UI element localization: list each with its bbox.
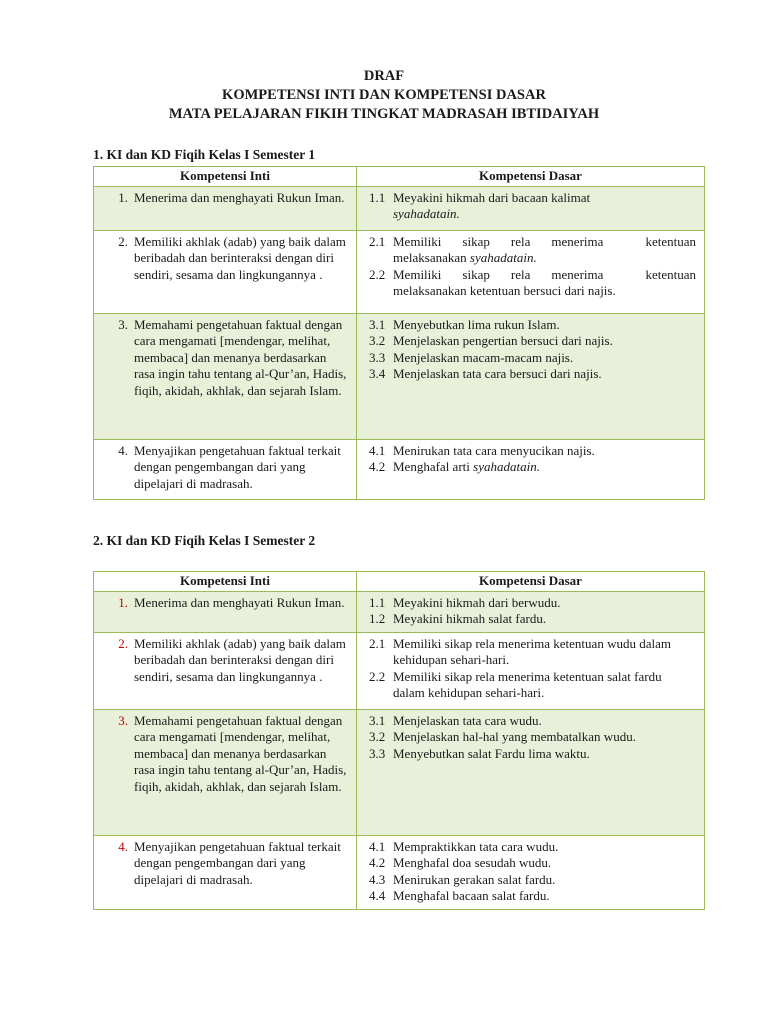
kd-item: 4.3 Menirukan gerakan salat fardu. [369,871,556,887]
kd-item: 2.1 Memiliki sikap rela menerima ketentuan melaksanakan syahadatain. [369,233,696,265]
section-2-table [93,571,705,910]
kd-item: 3.3 Menyebutkan salat Fardu lima waktu. [369,745,590,761]
table-row [94,186,705,230]
ki-text: Memahami pengetahuan faktual dengan cara mengamati [mendengar, melihat, membaca] dan menanya berdasarkan rasa ingin tahu tentang al-Qur’an, Hadis, fiqih, akidah, akhlak, dan sejarah Islam. [134,316,347,398]
kd-item: 4.1 Menirukan tata cara menyucikan najis. [369,442,595,458]
table-row [94,835,705,909]
ki-text: Menerima dan menghayati Rukun Iman. [134,594,345,610]
kd-item: 2.2 Memiliki sikap rela menerima ketentuan melaksanakan ketentuan bersuci dari najis. [369,266,696,298]
ki-number: 3. [118,712,128,728]
kd-item: 3.1 Menjelaskan tata cara wudu. [369,712,542,728]
kd-item: 3.2 Menjelaskan pengertian bersuci dari najis. [369,333,613,348]
kd-item: 1.1 Meyakini hikmah dari bacaan kalimat syahadatain. [369,189,591,221]
table-header-row [94,572,705,592]
ki-text: Menyajikan pengetahuan faktual terkait dengan pengembangan dari yang dipelajari di madrasah. [134,442,341,491]
table-row [94,313,705,439]
ki-text: Menyajikan pengetahuan faktual terkait dengan pengembangan dari yang dipelajari di madrasah. [134,838,341,887]
table-row [94,591,705,632]
ki-text: Memiliki akhlak (adab) yang baik dalam beribadah dan berinteraksi dengan diri sendiri, sesama dan lingkungannya . [134,233,346,282]
kd-item: 2.2 Memiliki sikap rela menerima ketentuan salat fardu dalam kehidupan sehari-hari. [369,668,662,700]
kd-item: 4.2 Menghafal arti syahadatain. [369,459,540,474]
kd-item: 2.1 Memiliki sikap rela menerima ketentuan wudu dalam kehidupan sehari-hari. [369,635,671,667]
ki-number: 3. [118,316,128,332]
section-1-table [93,166,705,500]
kd-item: 3.1 Menyebutkan lima rukun Islam. [369,316,560,332]
table-row [94,709,705,835]
table-header-row [94,167,705,187]
ki-text: Menerima dan menghayati Rukun Iman. [134,189,345,205]
column-header-ki: Kompetensi Inti [94,167,357,187]
ki-text: Memiliki akhlak (adab) yang baik dalam beribadah dan berinteraksi dengan diri sendiri, sesama dan lingkungannya . [134,635,346,684]
table-row [94,439,705,499]
kd-item: 4.4 Menghafal bacaan salat fardu. [369,888,550,903]
kd-item: 3.4 Menjelaskan tata cara bersuci dari najis. [369,366,602,381]
column-header-ki: Kompetensi Inti [94,572,357,592]
kd-item: 3.3 Menjelaskan macam-macam najis. [369,349,574,365]
ki-number: 1. [118,594,128,610]
document-title [0,67,768,124]
kd-item: 1.2 Meyakini hikmah salat fardu. [369,611,547,626]
table-row [94,632,705,709]
kd-item: 4.1 Mempraktikkan tata cara wudu. [369,838,559,854]
kd-item: 3.2 Menjelaskan hal-hal yang membatalkan wudu. [369,729,636,744]
title-line-draf: DRAF [363,68,405,84]
ki-number: 4. [118,838,128,854]
title-line-kompetensi: KOMPETENSI INTI DAN KOMPETENSI DASAR [222,87,546,103]
section-1-title: 1. KI dan KD Fiqih Kelas I Semester 1 [93,147,316,162]
ki-number: 2. [118,233,128,249]
section-2-title: 2. KI dan KD Fiqih Kelas I Semester 2 [93,533,316,548]
column-header-kd: Kompetensi Dasar [357,167,705,187]
ki-number: 4. [118,442,128,458]
column-header-kd: Kompetensi Dasar [357,572,705,592]
ki-number: 1. [118,189,128,205]
ki-text: Memahami pengetahuan faktual dengan cara mengamati [mendengar, melihat, membaca] dan menanya berdasarkan rasa ingin tahu tentang al-Qur’an, Hadis, fiqih, akidah, akhlak, dan sejarah Islam. [134,712,347,794]
kd-item: 4.2 Menghafal doa sesudah wudu. [369,855,552,870]
ki-number: 2. [118,635,128,651]
table-row [94,230,705,313]
kd-item: 1.1 Meyakini hikmah dari berwudu. [369,594,561,610]
title-line-mata-pelajaran: MATA PELAJARAN FIKIH TINGKAT MADRASAH IBTIDAIYAH [168,106,600,122]
